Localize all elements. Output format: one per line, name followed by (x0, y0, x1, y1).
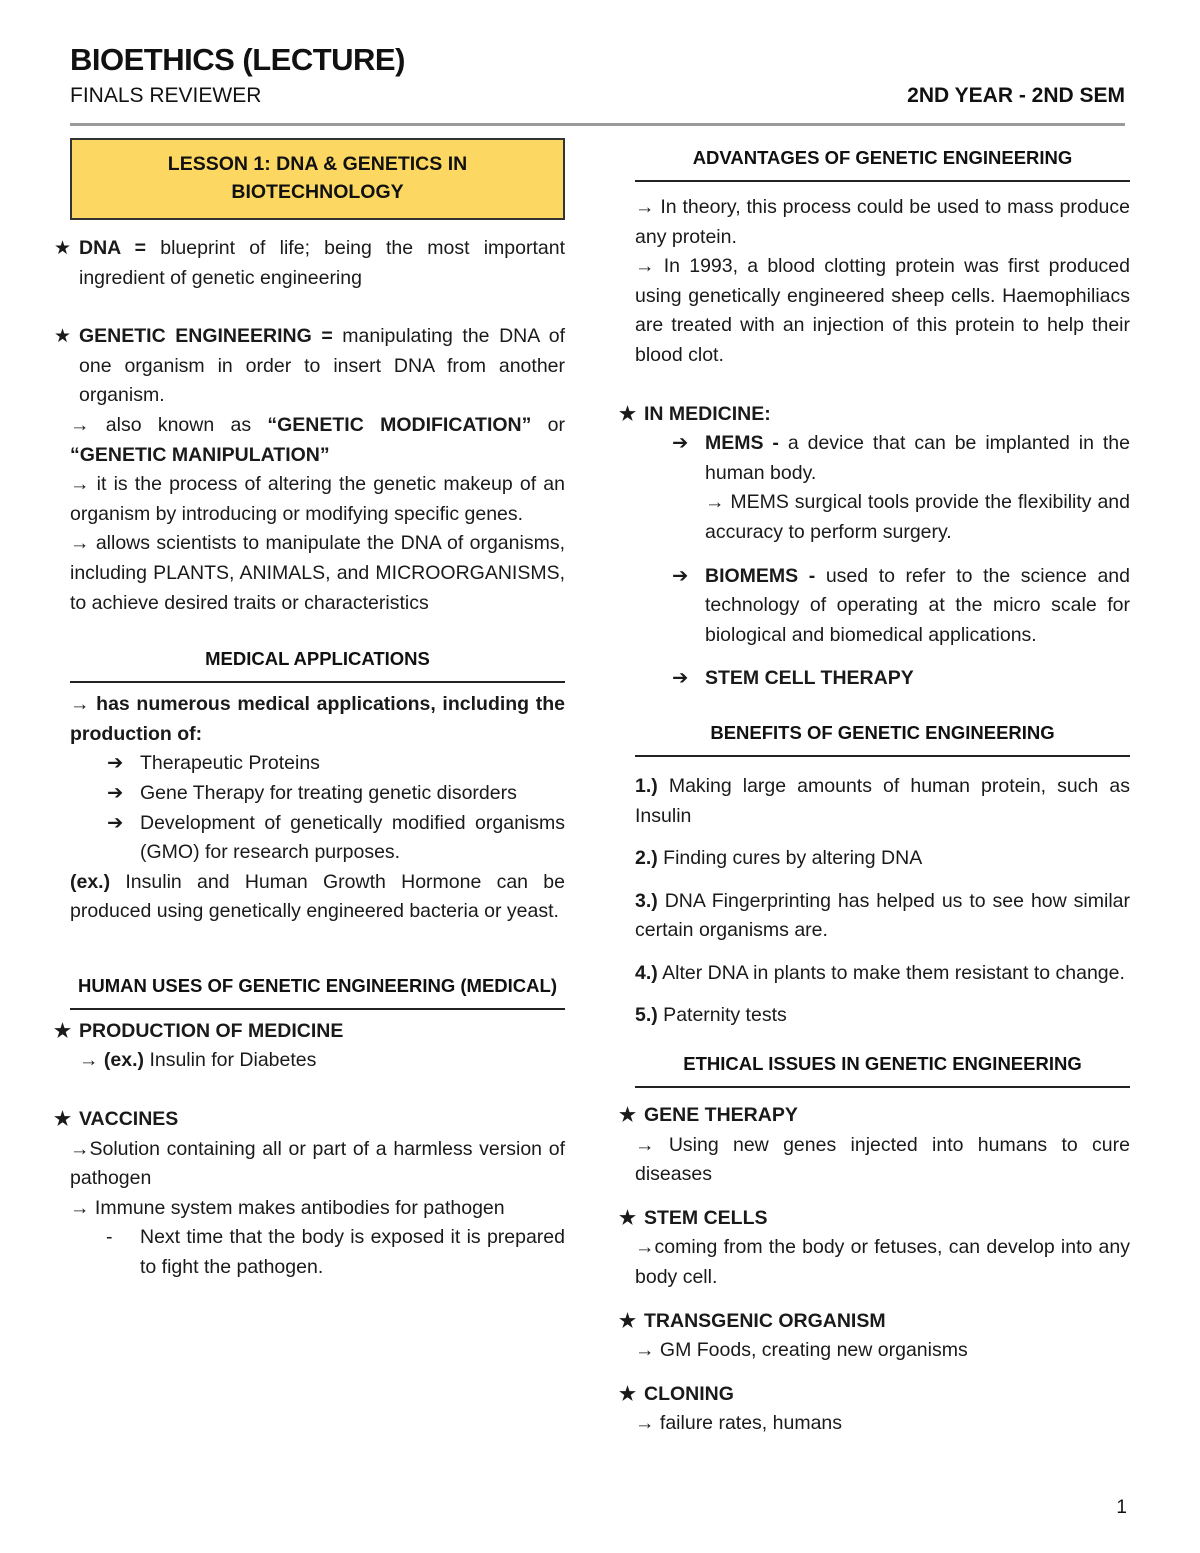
benefit-2 (635, 844, 1130, 874)
gene-therapy-title: GENE THERAPY (644, 1104, 798, 1127)
stem-cells-title: STEM CELLS (644, 1206, 768, 1229)
star-icon: ★ (619, 403, 637, 425)
star-icon: ★ (619, 1207, 637, 1229)
benefit-text: Making large amounts of human protein, such as Insulin (635, 774, 1130, 827)
list-item (672, 664, 1130, 694)
advantages-heading: ADVANTAGES OF GENETIC ENGINEERING (635, 138, 1130, 182)
ge-term: GENETIC ENGINEERING = (79, 325, 333, 348)
production-ex-label: (ex.) (103, 1049, 145, 1072)
example-label: (ex.) (70, 870, 111, 893)
benefit-number: 5.) (635, 1004, 658, 1027)
gene-therapy-text: → Using new genes injected into humans to cure diseases (635, 1133, 1130, 1186)
benefit-number: 3.) (635, 889, 658, 912)
benefit-1 (635, 772, 1130, 831)
example-text: Insulin and Human Growth Hormone can be produced using genetically engineered bacteria or yeast. (70, 870, 565, 923)
dash-bullet: - (106, 1226, 113, 1249)
benefit-text: Finding cures by altering DNA (657, 847, 923, 870)
benefits-heading: BENEFITS OF GENETIC ENGINEERING (635, 720, 1130, 757)
benefit-number: 2.) (635, 847, 658, 870)
arrow-icon: ➔ (107, 781, 124, 804)
cloning-text: → failure rates, humans (635, 1412, 843, 1435)
ge-text: manipulating the DNA of one organism in order to insert DNA from another organism. (79, 325, 565, 407)
benefit-text: Paternity tests (657, 1004, 787, 1027)
human-uses-heading: HUMAN USES OF GENETIC ENGINEERING (MEDICAL) (70, 973, 565, 1010)
in-medicine (619, 400, 1130, 430)
medical-example (70, 868, 565, 927)
list-item-text: Development of genetically modified organisms (GMO) for research purposes. (140, 811, 565, 864)
advantage-1: → In theory, this process could be used to mass produce any protein. (635, 196, 1130, 248)
list-item (107, 779, 565, 809)
production-title: PRODUCTION OF MEDICINE (79, 1019, 344, 1042)
list-item (107, 809, 565, 868)
gene-therapy (619, 1101, 1130, 1131)
benefit-4 (635, 959, 1130, 989)
aka-manipulation: “GENETIC MANIPULATION” (70, 443, 330, 466)
production-arrow: → (79, 1049, 104, 1072)
star-icon: ★ (619, 1310, 637, 1332)
ge-process: → it is the process of altering the genetic makeup of an organism by introducing or modifying specific genes. (70, 473, 565, 525)
right-column (619, 138, 1130, 1439)
benefit-3 (635, 887, 1130, 946)
star-icon: ★ (54, 326, 72, 348)
list-item (672, 562, 1130, 651)
star-icon: ★ (54, 1109, 72, 1131)
ge-aka (70, 411, 565, 470)
dna-text: blueprint of life; being the most important ingredient of genetic engineering (79, 237, 565, 289)
in-medicine-title: IN MEDICINE: (644, 402, 771, 425)
term-label: 2ND YEAR - 2ND SEM (907, 84, 1125, 107)
dna-definition (54, 234, 565, 293)
benefit-number: 4.) (635, 961, 658, 984)
star-icon: ★ (619, 1105, 637, 1127)
list-item (672, 429, 1130, 547)
vaccines-line-3 (70, 1223, 565, 1282)
aka-modification: “GENETIC MODIFICATION” (267, 413, 532, 436)
list-item-text: Gene Therapy for treating genetic disorders (140, 781, 517, 804)
transgenic-text: → GM Foods, creating new organisms (635, 1339, 968, 1362)
benefit-text: Alter DNA in plants to make them resistant to change. (657, 961, 1125, 984)
aka-or: or (531, 413, 565, 436)
star-icon: ★ (54, 238, 72, 259)
dna-term: DNA = (79, 237, 147, 259)
vaccines (54, 1105, 565, 1135)
stem-cells-text: →coming from the body or fetuses, can develop into any body cell. (635, 1236, 1130, 1289)
mems-term: MEMS - (705, 432, 779, 455)
medical-list (70, 749, 565, 867)
vaccines-line-1: →Solution containing all or part of a harmless version of pathogen (70, 1137, 565, 1190)
cloning (619, 1380, 1130, 1410)
stem-cells (619, 1204, 1130, 1234)
arrow-icon: ➔ (107, 752, 124, 775)
vaccines-line-3-text: Next time that the body is exposed it is prepared to fight the pathogen. (140, 1226, 565, 1279)
stem-cell-therapy: STEM CELL THERAPY (705, 667, 914, 690)
left-column (54, 138, 565, 1283)
in-medicine-list (635, 429, 1130, 694)
mems-sub: → MEMS surgical tools provide the flexibility and accuracy to perform surgery. (705, 491, 1130, 543)
cloning-title: CLONING (644, 1382, 734, 1405)
arrow-icon: ➔ (672, 564, 689, 587)
biomems-text: used to refer to the science and technology of operating at the micro scale for biological and biomedical applications. (705, 564, 1130, 646)
document-subtitle: FINALS REVIEWER (70, 84, 262, 107)
star-icon: ★ (54, 1020, 72, 1042)
header-divider (70, 123, 1125, 126)
medical-lead: → has numerous medical applications, including the production of: (70, 693, 565, 745)
document-title: BIOETHICS (LECTURE) (70, 42, 405, 77)
medical-applications-heading: MEDICAL APPLICATIONS (70, 646, 565, 683)
ge-definition (54, 322, 565, 411)
arrow-icon: ➔ (107, 811, 124, 834)
benefit-5 (635, 1001, 1130, 1031)
list-item (107, 749, 565, 779)
production-of-medicine (54, 1017, 565, 1047)
advantage-2: → In 1993, a blood clotting protein was first produced using genetically engineered sheep cells. Haemophiliacs are treated with an injection of this protein to help their blood clot. (635, 255, 1130, 366)
vaccines-title: VACCINES (79, 1108, 179, 1131)
aka-prefix: → also known as (70, 413, 268, 436)
ge-allows: → allows scientists to manipulate the DNA of organisms, including PLANTS, ANIMALS, and MICROORGANISMS, to achieve desired traits or characteristics (70, 532, 565, 614)
arrow-icon: ➔ (672, 432, 689, 455)
vaccines-line-2: → Immune system makes antibodies for pathogen (70, 1196, 505, 1219)
production-example (70, 1046, 565, 1076)
page-number: 1 (1116, 1497, 1127, 1518)
ethical-issues-heading: ETHICAL ISSUES IN GENETIC ENGINEERING (635, 1051, 1130, 1088)
mems-text: a device that can be implanted in the human body. (705, 432, 1130, 484)
arrow-icon: ➔ (672, 667, 689, 690)
star-icon: ★ (619, 1383, 637, 1405)
list-item-text: Therapeutic Proteins (140, 752, 320, 775)
biomems-term: BIOMEMS - (705, 564, 816, 587)
transgenic-title: TRANSGENIC ORGANISM (644, 1309, 886, 1332)
production-text: Insulin for Diabetes (144, 1049, 317, 1072)
lesson-title-box: LESSON 1: DNA & GENETICS IN BIOTECHNOLOGY (70, 138, 565, 220)
benefit-text: DNA Fingerprinting has helped us to see how similar certain organisms are. (635, 889, 1130, 942)
benefit-number: 1.) (635, 774, 658, 797)
transgenic-organism (619, 1307, 1130, 1337)
